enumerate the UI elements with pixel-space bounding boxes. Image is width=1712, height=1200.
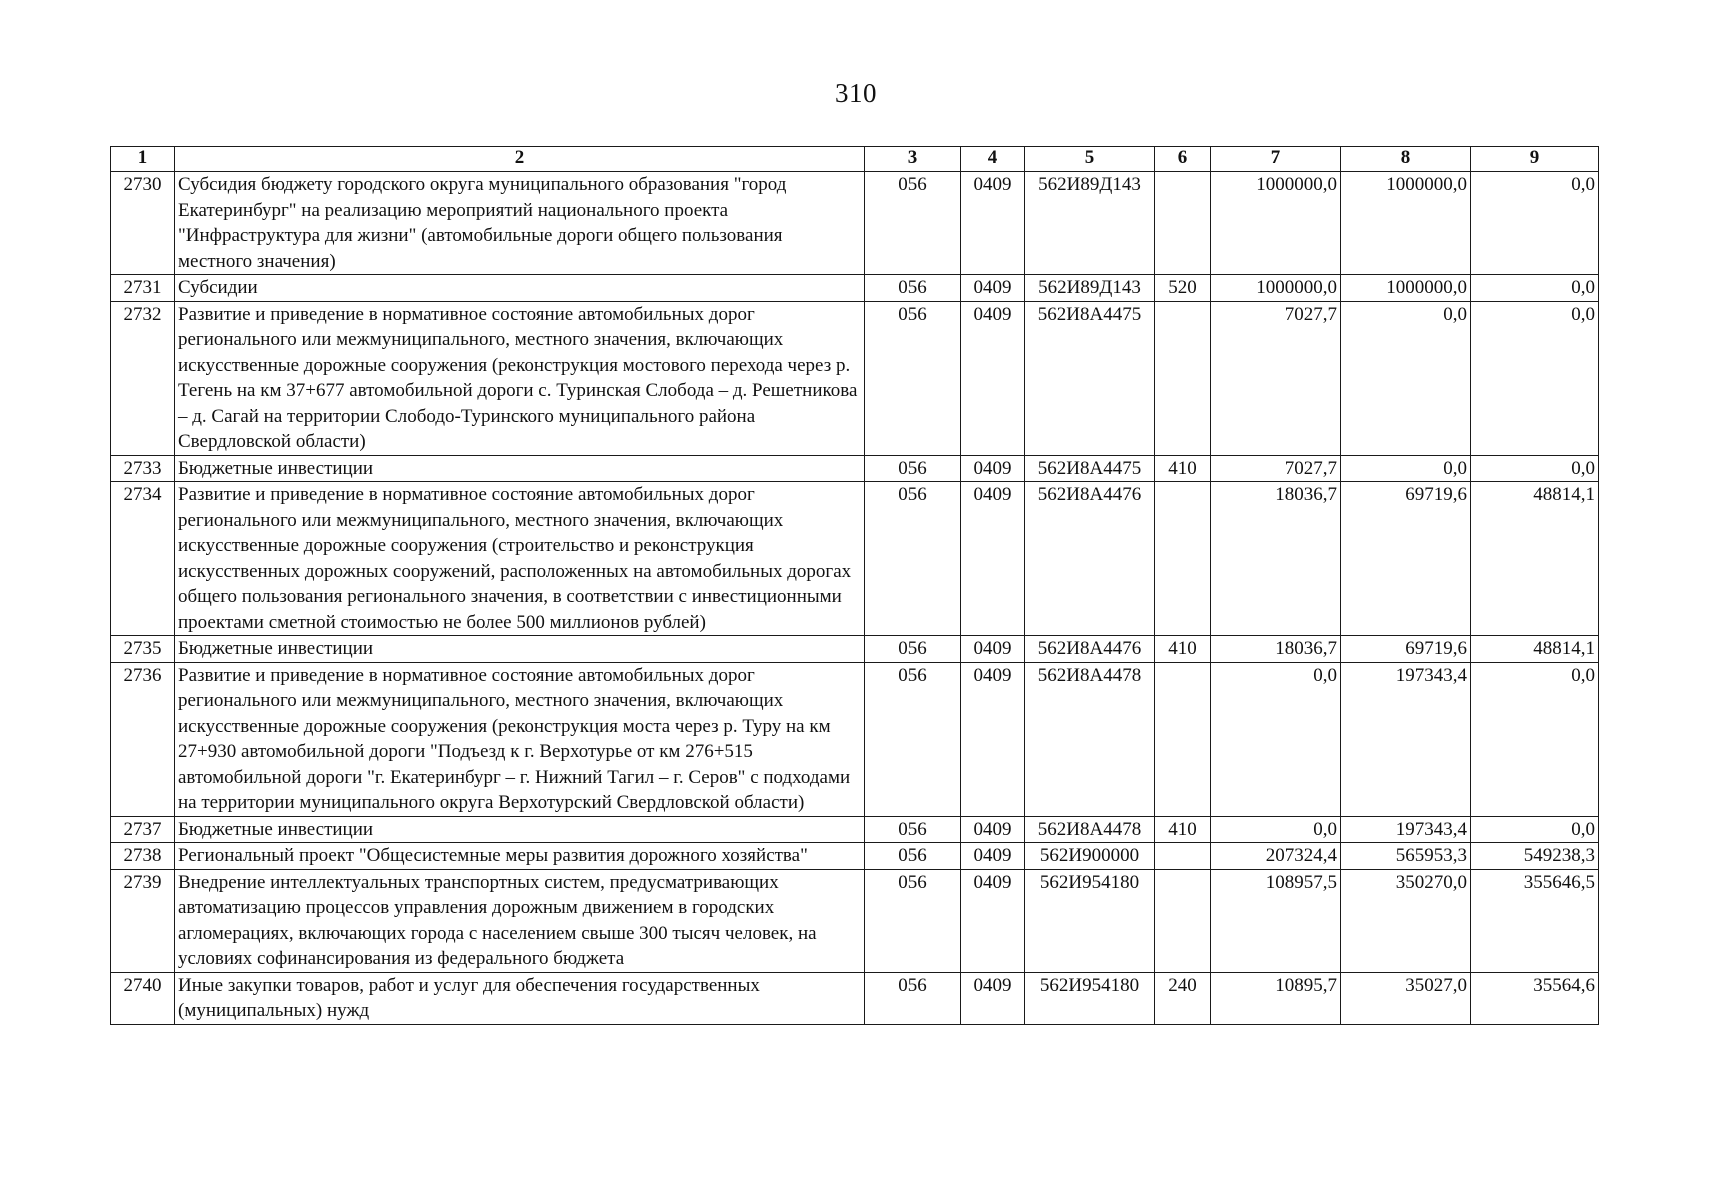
cell-col4: 0409 (961, 455, 1025, 482)
cell-col6: 410 (1155, 455, 1211, 482)
column-header-3: 3 (865, 147, 961, 172)
row-name: Развитие и приведение в нормативное состояние автомобильных дорог регионального или межмуниципального, местного значения, включающих искусственные дорожные сооружения (строительство и реконструкция искусственных дорожных сооружений, расположенных на автомобильных дорогах общего пользования регионального значения, в соответствии с инвестиционными проектами сметной стоимостью не более 500 миллионов рублей) (175, 482, 865, 636)
row-number: 2738 (111, 843, 175, 870)
row-name: Бюджетные инвестиции (175, 455, 865, 482)
cell-col8: 1000000,0 (1341, 172, 1471, 275)
cell-col3: 056 (865, 972, 961, 1024)
cell-col7: 1000000,0 (1211, 275, 1341, 302)
cell-col6 (1155, 172, 1211, 275)
cell-col9: 35564,6 (1471, 972, 1599, 1024)
column-header-4: 4 (961, 147, 1025, 172)
cell-col9: 0,0 (1471, 172, 1599, 275)
cell-col9: 0,0 (1471, 275, 1599, 302)
table-row (111, 869, 1599, 972)
row-number: 2730 (111, 172, 175, 275)
cell-col3: 056 (865, 301, 961, 455)
cell-col6 (1155, 843, 1211, 870)
table-row (111, 843, 1599, 870)
cell-col7: 18036,7 (1211, 482, 1341, 636)
cell-col7: 7027,7 (1211, 301, 1341, 455)
cell-col6: 520 (1155, 275, 1211, 302)
cell-col6: 240 (1155, 972, 1211, 1024)
table-row (111, 172, 1599, 275)
row-name: Региональный проект "Общесистемные меры развития дорожного хозяйства" (175, 843, 865, 870)
row-number: 2737 (111, 816, 175, 843)
cell-col9: 0,0 (1471, 662, 1599, 816)
row-name: Развитие и приведение в нормативное состояние автомобильных дорог регионального или межмуниципального, местного значения, включающих искусственные дорожные сооружения (реконструкция моста через р. Туру на км 27+930 автомобильной дороги "Подъезд к г. Верхотурье от км 276+515 автомобильной дороги "г. Екатеринбург – г. Нижний Тагил – г. Серов" с подходами на территории муниципального округа Верхотурский Свердловской области) (175, 662, 865, 816)
row-number: 2731 (111, 275, 175, 302)
row-number: 2732 (111, 301, 175, 455)
cell-col4: 0409 (961, 816, 1025, 843)
cell-col3: 056 (865, 636, 961, 663)
column-header-8: 8 (1341, 147, 1471, 172)
cell-col3: 056 (865, 482, 961, 636)
cell-col9: 549238,3 (1471, 843, 1599, 870)
page-number: 310 (835, 78, 877, 108)
cell-col5: 562И8А4475 (1025, 455, 1155, 482)
cell-col7: 0,0 (1211, 816, 1341, 843)
cell-col5: 562И954180 (1025, 972, 1155, 1024)
cell-col8: 69719,6 (1341, 482, 1471, 636)
cell-col3: 056 (865, 662, 961, 816)
cell-col5: 562И89Д143 (1025, 172, 1155, 275)
cell-col5: 562И8А4476 (1025, 482, 1155, 636)
row-number: 2733 (111, 455, 175, 482)
table-row (111, 482, 1599, 636)
cell-col3: 056 (865, 869, 961, 972)
column-header-2: 2 (175, 147, 865, 172)
cell-col8: 69719,6 (1341, 636, 1471, 663)
row-number: 2736 (111, 662, 175, 816)
table-row (111, 816, 1599, 843)
table-row (111, 972, 1599, 1024)
cell-col7: 108957,5 (1211, 869, 1341, 972)
cell-col5: 562И900000 (1025, 843, 1155, 870)
cell-col8: 350270,0 (1341, 869, 1471, 972)
cell-col4: 0409 (961, 482, 1025, 636)
table-row (111, 301, 1599, 455)
cell-col5: 562И89Д143 (1025, 275, 1155, 302)
cell-col4: 0409 (961, 636, 1025, 663)
row-name: Иные закупки товаров, работ и услуг для обеспечения государственных (муниципальных) нужд (175, 972, 865, 1024)
cell-col6 (1155, 662, 1211, 816)
cell-col7: 7027,7 (1211, 455, 1341, 482)
budget-table (110, 146, 1599, 1025)
row-number: 2734 (111, 482, 175, 636)
cell-col8: 0,0 (1341, 301, 1471, 455)
row-name: Бюджетные инвестиции (175, 816, 865, 843)
cell-col4: 0409 (961, 972, 1025, 1024)
cell-col6 (1155, 869, 1211, 972)
row-name: Субсидия бюджету городского округа муниципального образования "город Екатеринбург" на реализацию мероприятий национального проекта "Инфраструктура для жизни" (автомобильные дороги общего пользования местного значения) (175, 172, 865, 275)
cell-col5: 562И8А4478 (1025, 816, 1155, 843)
cell-col9: 0,0 (1471, 816, 1599, 843)
cell-col4: 0409 (961, 843, 1025, 870)
column-header-9: 9 (1471, 147, 1599, 172)
cell-col4: 0409 (961, 662, 1025, 816)
row-name: Развитие и приведение в нормативное состояние автомобильных дорог регионального или межмуниципального, местного значения, включающих искусственные дорожные сооружения (реконструкция мостового перехода через р. Тегень на км 37+677 автомобильной дороги с. Туринская Слобода – д. Решетникова – д. Сагай на территории Слободо-Туринского муниципального района Свердловской области) (175, 301, 865, 455)
cell-col9: 0,0 (1471, 455, 1599, 482)
cell-col7: 18036,7 (1211, 636, 1341, 663)
cell-col3: 056 (865, 172, 961, 275)
row-name: Бюджетные инвестиции (175, 636, 865, 663)
cell-col7: 0,0 (1211, 662, 1341, 816)
cell-col7: 1000000,0 (1211, 172, 1341, 275)
column-header-1: 1 (111, 147, 175, 172)
cell-col3: 056 (865, 816, 961, 843)
cell-col8: 197343,4 (1341, 662, 1471, 816)
cell-col8: 1000000,0 (1341, 275, 1471, 302)
cell-col6 (1155, 301, 1211, 455)
cell-col8: 565953,3 (1341, 843, 1471, 870)
row-name: Субсидии (175, 275, 865, 302)
cell-col4: 0409 (961, 869, 1025, 972)
cell-col8: 0,0 (1341, 455, 1471, 482)
column-header-5: 5 (1025, 147, 1155, 172)
cell-col8: 35027,0 (1341, 972, 1471, 1024)
header-row (111, 147, 1599, 172)
cell-col3: 056 (865, 843, 961, 870)
cell-col6 (1155, 482, 1211, 636)
table-row (111, 275, 1599, 302)
cell-col4: 0409 (961, 172, 1025, 275)
row-number: 2735 (111, 636, 175, 663)
cell-col5: 562И8А4478 (1025, 662, 1155, 816)
cell-col8: 197343,4 (1341, 816, 1471, 843)
cell-col6: 410 (1155, 636, 1211, 663)
row-number: 2739 (111, 869, 175, 972)
cell-col5: 562И8А4476 (1025, 636, 1155, 663)
cell-col3: 056 (865, 455, 961, 482)
cell-col5: 562И8А4475 (1025, 301, 1155, 455)
cell-col6: 410 (1155, 816, 1211, 843)
cell-col4: 0409 (961, 301, 1025, 455)
table-row (111, 636, 1599, 663)
table-row (111, 455, 1599, 482)
cell-col9: 48814,1 (1471, 636, 1599, 663)
cell-col7: 207324,4 (1211, 843, 1341, 870)
cell-col3: 056 (865, 275, 961, 302)
row-name: Внедрение интеллектуальных транспортных систем, предусматривающих автоматизацию процессов управления дорожным движением в городских агломерациях, включающих города с населением свыше 300 тысяч человек, на условиях софинансирования из федерального бюджета (175, 869, 865, 972)
cell-col7: 10895,7 (1211, 972, 1341, 1024)
column-header-7: 7 (1211, 147, 1341, 172)
column-header-6: 6 (1155, 147, 1211, 172)
cell-col4: 0409 (961, 275, 1025, 302)
row-number: 2740 (111, 972, 175, 1024)
cell-col9: 355646,5 (1471, 869, 1599, 972)
cell-col5: 562И954180 (1025, 869, 1155, 972)
table-row (111, 662, 1599, 816)
cell-col9: 48814,1 (1471, 482, 1599, 636)
cell-col9: 0,0 (1471, 301, 1599, 455)
